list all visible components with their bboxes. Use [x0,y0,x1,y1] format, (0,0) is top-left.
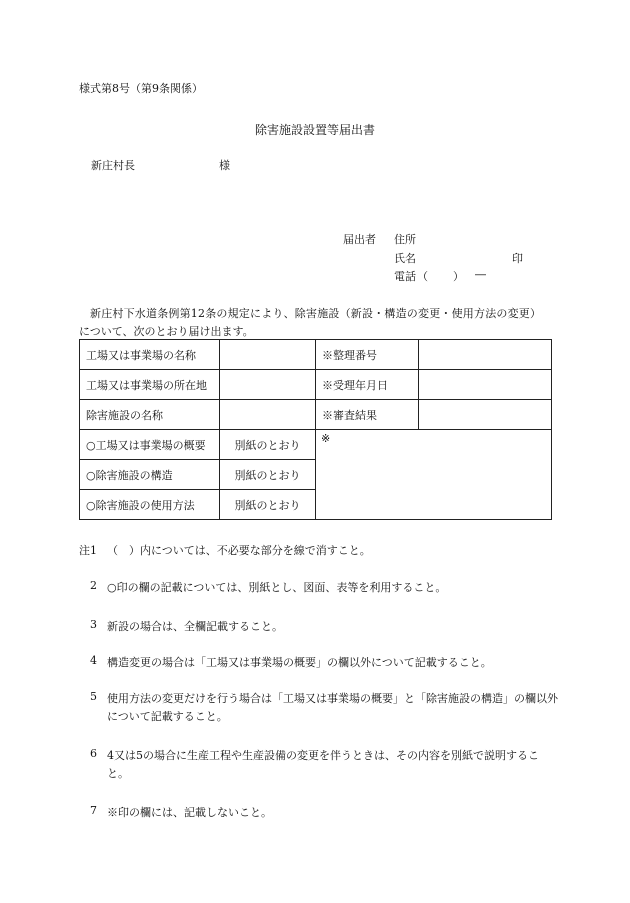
table-row [80,370,552,400]
row-label: ○工場又は事業場の概要 [80,430,220,460]
office-remarks-cell: ※ [316,430,552,520]
office-cell [419,400,552,430]
form-table [79,339,552,520]
form-number: 様式第8号（第9条関係） [79,82,203,95]
note-marker: 2 [90,579,97,592]
name-label: 氏名 [394,252,416,265]
phone-label: 電話 [394,270,416,283]
note-marker: 6 [90,747,97,760]
intro-text-line1: 新庄村下水道条例第12条の規定により、除害施設（新設・構造の変更・使用方法の変更） [90,307,542,320]
input-cell[interactable] [220,340,316,370]
note-marker: 注1 [79,544,97,557]
note-text: 使用方法の変更だけを行う場合は「工場又は事業場の概要」と「除害施設の構造」の欄以外について記載すること。 [107,692,558,723]
table-row [80,400,552,430]
input-cell[interactable] [220,400,316,430]
table-row [80,340,552,370]
office-label: ※受理年月日 [316,370,419,400]
document-title: 除害施設設置等届出書 [254,123,375,137]
seal-mark: 印 [512,252,523,265]
note-marker: 3 [90,618,97,631]
note-marker: 7 [90,804,97,817]
note-text: 構造変更の場合は「工場又は事業場の概要」の欄以外について記載すること。 [107,656,492,669]
applicant-label: 届出者 [343,233,376,246]
attachment-ref: 別紙のとおり [220,430,316,460]
phone-dash: ― [475,268,486,281]
attachment-ref: 別紙のとおり [220,460,316,490]
office-label: ※整理番号 [316,340,419,370]
note-text: 4又は5の場合に生産工程や生産設備の変更を伴うときは、その内容を別紙で説明すること。 [107,749,539,780]
note-marker: 4 [90,654,97,667]
office-cell [419,340,552,370]
input-cell[interactable] [220,370,316,400]
intro-text-line2: について、次のとおり届け出ます。 [79,325,254,338]
note-marker: 5 [90,690,97,703]
addressee: 新庄村長 [91,159,135,172]
row-label: ○除害施設の使用方法 [80,490,220,520]
row-label: 工場又は事業場の名称 [80,340,220,370]
note-text: 新設の場合は、全欄記載すること。 [107,620,283,633]
phone-area-code-paren: （ ） [417,270,465,283]
row-label: 除害施設の名称 [80,400,220,430]
address-label: 住所 [394,233,416,246]
row-label: 工場又は事業場の所在地 [80,370,220,400]
office-label: ※審査結果 [316,400,419,430]
office-cell [419,370,552,400]
note-text: ○印の欄の記載については、別紙とし、図面、表等を利用すること。 [107,581,447,594]
note-text: ※印の欄には、記載しないこと。 [107,806,272,819]
attachment-ref: 別紙のとおり [220,490,316,520]
table-row [80,430,552,460]
addressee-honorific: 様 [219,159,230,172]
note-text: （ ）内については、不必要な部分を線で消すこと。 [107,544,371,557]
row-label: ○除害施設の構造 [80,460,220,490]
